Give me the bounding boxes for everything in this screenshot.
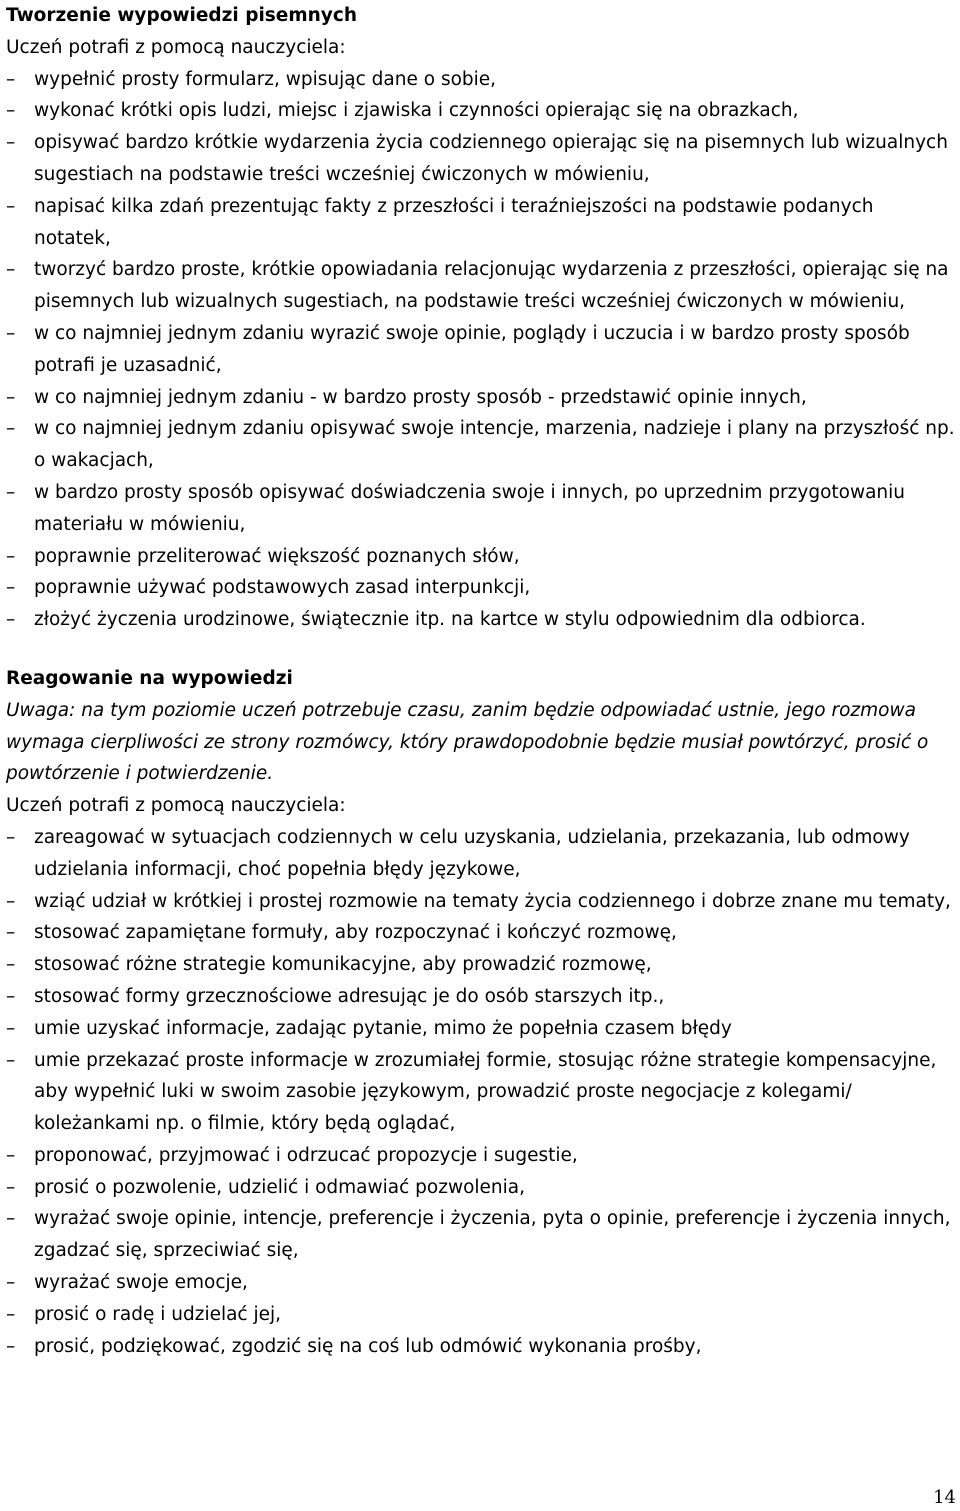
list-item (6, 1299, 956, 1331)
list-item (6, 1045, 956, 1140)
list-item-text: proponować, przyjmować i odrzucać propozycje i sugestie, (34, 1144, 578, 1166)
list-item (6, 127, 956, 191)
dash-bullet: – (6, 826, 16, 848)
dash-bullet: – (6, 985, 16, 1007)
dash-bullet: – (6, 545, 16, 567)
dash-bullet: – (6, 418, 16, 440)
list-item-text: prosić, podziękować, zgodzić się na coś lub odmówić wykonania prośby, (34, 1335, 702, 1357)
section-intro: Uczeń potrafi z pomocą nauczyciela: (6, 795, 346, 817)
list-item-text: umie uzyskać informacje, zadając pytanie, mimo że popełnia czasem błędy (34, 1017, 732, 1039)
dash-bullet: – (6, 1272, 16, 1294)
dash-bullet: – (6, 1303, 16, 1325)
dash-bullet: – (6, 1335, 16, 1357)
list-item (6, 1331, 956, 1363)
list-item (6, 413, 956, 477)
list-item-text: tworzyć bardzo proste, krótkie opowiadania relacjonując wydarzenia z przeszłości, opierając się na pisemnych lub wizualnych sugestiach, na podstawie treści wcześniej ćwiczonych w mówieniu, (34, 259, 949, 313)
list-item (6, 477, 956, 541)
dash-bullet: – (6, 890, 16, 912)
list-item-text: stosować formy grzecznościowe adresując je do osób starszych itp., (34, 985, 665, 1007)
dash-bullet: – (6, 68, 16, 90)
list-item (6, 1140, 956, 1172)
list-item (6, 95, 956, 127)
list-item (6, 318, 956, 382)
list-item-text: wyrażać swoje emocje, (34, 1272, 248, 1294)
list-item-text: prosić o pozwolenie, udzielić i odmawiać pozwolenia, (34, 1176, 525, 1198)
dash-bullet: – (6, 100, 16, 122)
list-item-text: stosować zapamiętane formuły, aby rozpoczynać i kończyć rozmowę, (34, 922, 677, 944)
list-item-text: zareagować w sytuacjach codziennych w celu uzyskania, udzielania, przekazania, lub odmowy udzielania informacji, choć popełnia błędy językowe, (34, 826, 910, 880)
section-note: Uwaga: na tym poziomie uczeń potrzebuje czasu, zanim będzie odpowiadać ustnie, jego rozmowa wymaga cierpliwości ze strony rozmówcy, który prawdopodobnie będzie musiał powtórzyć, prosić o powtórzenie i potwierdzenie. (6, 699, 929, 785)
dash-bullet: – (6, 481, 16, 503)
list-item-text: umie przekazać proste informacje w zrozumiałej formie, stosując różne strategie kompensacyjne, aby wypełnić luki w swoim zasobie językowym, prowadzić proste negocjacje z kolegami/ koleżankami np. o filmie, który będą oglądać, (34, 1049, 937, 1135)
dash-bullet: – (6, 1017, 16, 1039)
document-page (6, 0, 956, 1362)
dash-bullet: – (6, 1176, 16, 1198)
list-item (6, 886, 956, 918)
list-item (6, 1013, 956, 1045)
list-item (6, 917, 956, 949)
list-item (6, 604, 956, 636)
section-gap (6, 636, 956, 663)
dash-bullet: – (6, 1049, 16, 1071)
skills-list (6, 822, 956, 1363)
list-item (6, 64, 956, 96)
dash-bullet: – (6, 577, 16, 599)
dash-bullet: – (6, 259, 16, 281)
section-heading: Tworzenie wypowiedzi pisemnych (6, 5, 357, 26)
list-item (6, 1172, 956, 1204)
dash-bullet: – (6, 922, 16, 944)
list-item-text: napisać kilka zdań prezentując fakty z przeszłości i teraźniejszości na podstawie podanych notatek, (34, 195, 874, 249)
dash-bullet: – (6, 954, 16, 976)
list-item-text: stosować różne strategie komunikacyjne, aby prowadzić rozmowę, (34, 954, 652, 976)
list-item-text: w co najmniej jednym zdaniu wyrazić swoje opinie, poglądy i uczucia i w bardzo prosty sposób potrafi je uzasadnić, (34, 322, 910, 376)
list-item (6, 822, 956, 886)
page-number: 14 (933, 1487, 956, 1508)
list-item (6, 949, 956, 981)
list-item (6, 254, 956, 318)
section-heading: Reagowanie na wypowiedzi (6, 667, 293, 689)
list-item (6, 541, 956, 573)
section-intro: Uczeń potrafi z pomocą nauczyciela: (6, 36, 346, 58)
dash-bullet: – (6, 1144, 16, 1166)
list-item-text: w co najmniej jednym zdaniu - w bardzo prosty sposób - przedstawić opinie innych, (34, 386, 807, 408)
dash-bullet: – (6, 322, 16, 344)
list-item-text: poprawnie używać podstawowych zasad interpunkcji, (34, 577, 531, 599)
list-item-text: opisywać bardzo krótkie wydarzenia życia codziennego opierając się na pisemnych lub wizualnych sugestiach na podstawie treści wcześniej ćwiczonych w mówieniu, (34, 132, 948, 185)
skills-list (6, 64, 956, 636)
list-item-text: prosić o radę i udzielać jej, (34, 1303, 282, 1325)
dash-bullet: – (6, 386, 16, 408)
list-item-text: złożyć życzenia urodzinowe, świątecznie itp. na kartce w stylu odpowiednim dla odbiorca. (34, 609, 866, 631)
dash-bullet: – (6, 132, 16, 154)
list-item (6, 382, 956, 414)
list-item-text: wyrażać swoje opinie, intencje, preferencje i życzenia, pyta o opinie, preferencje i życzenia innych, zgadzać się, sprzeciwiać się, (34, 1208, 951, 1262)
section-written-expression (6, 0, 956, 636)
list-item-text: w bardzo prosty sposób opisywać doświadczenia swoje i innych, po uprzednim przygotowaniu materiału w mówieniu, (34, 481, 906, 535)
list-item-text: wykonać krótki opis ludzi, miejsc i zjawiska i czynności opierając się na obrazkach, (34, 100, 799, 122)
section-responding (6, 663, 956, 1363)
dash-bullet: – (6, 609, 16, 631)
list-item (6, 981, 956, 1013)
dash-bullet: – (6, 195, 16, 217)
list-item (6, 191, 956, 255)
list-item (6, 1203, 956, 1267)
list-item (6, 1267, 956, 1299)
dash-bullet: – (6, 1208, 16, 1230)
list-item (6, 572, 956, 604)
list-item-text: poprawnie przeliterować większość poznanych słów, (34, 545, 520, 567)
list-item-text: wziąć udział w krótkiej i prostej rozmowie na tematy życia codziennego i dobrze znane mu tematy, (34, 890, 951, 912)
list-item-text: w co najmniej jednym zdaniu opisywać swoje intencje, marzenia, nadzieje i plany na przyszłość np. o wakacjach, (34, 418, 955, 472)
list-item-text: wypełnić prosty formularz, wpisując dane o sobie, (34, 68, 497, 90)
